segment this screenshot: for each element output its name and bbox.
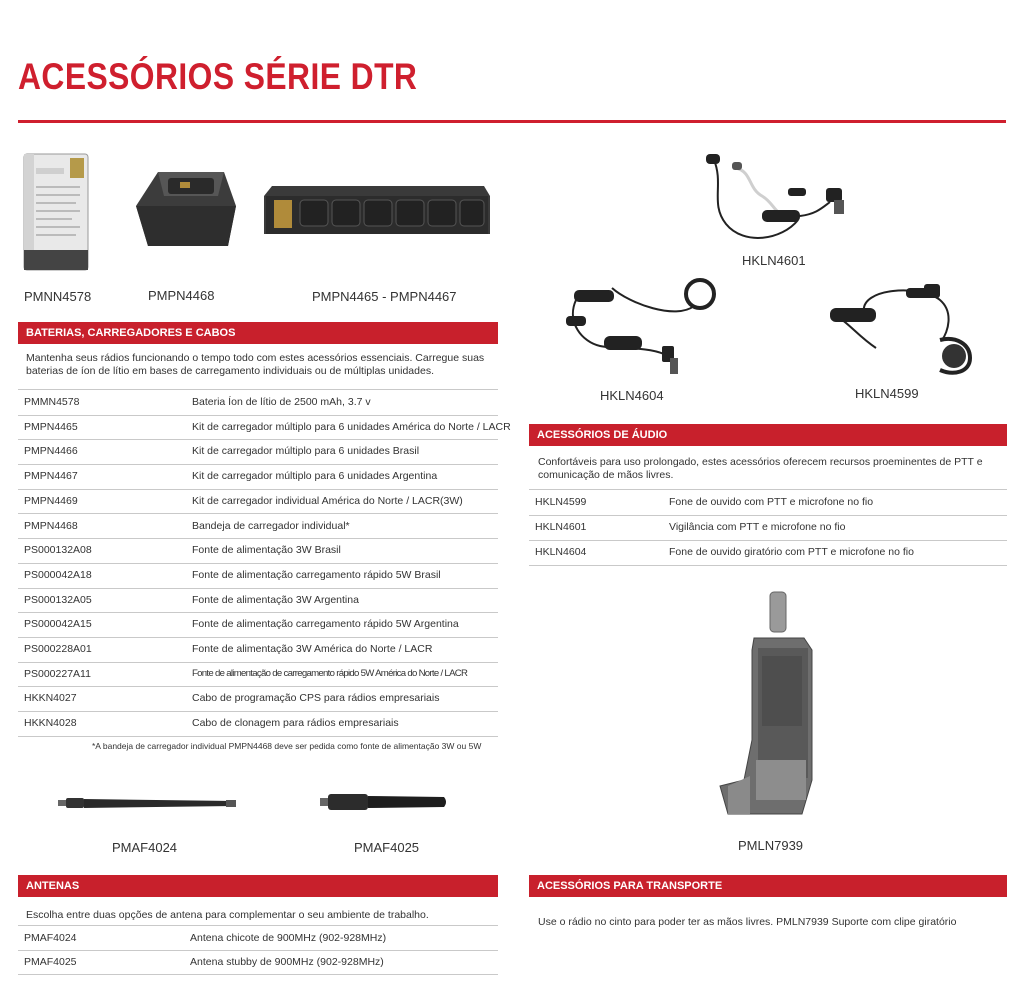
section-antenas-intro: Escolha entre duas opções de antena para complementar o seu ambiente de trabalho. <box>26 909 429 921</box>
row-code: PMPN4469 <box>24 494 78 507</box>
row-description: Fonte de alimentação 3W Brasil <box>192 544 341 557</box>
row-description: Bateria Íon de lítio de 2500 mAh, 3.7 v <box>192 396 371 408</box>
caption-audio-4599: HKLN4599 <box>855 386 919 401</box>
row-code: PS000228A01 <box>24 643 92 655</box>
caption-holster: PMLN7939 <box>738 838 804 853</box>
section-audio-intro: Confortáveis para uso prolongado, estes acessórios oferecem recursos proeminentes de PTT e comunicação de mãos livres. <box>538 456 983 481</box>
row-description: Vigilância com PTT e microfone no fio <box>669 521 846 533</box>
row-code: PMAF4025 <box>24 956 77 968</box>
table-row <box>18 439 498 465</box>
antenna-4025-image <box>320 788 450 816</box>
title-divider <box>18 120 1006 123</box>
baterias-footnote: *A bandeja de carregador individual PMPN4468 deve ser pedida como fonte de alimentação 3W ou 5W <box>92 741 482 751</box>
table-row <box>18 662 498 688</box>
caption-single-charger: PMPN4468 <box>148 288 215 303</box>
caption-battery: PMNN4578 <box>24 289 92 304</box>
table-row <box>529 490 1007 516</box>
table-row <box>18 415 511 441</box>
table-row <box>18 464 498 490</box>
row-description: Fonte de alimentação carregamento rápido 5W Brasil <box>192 568 441 581</box>
row-description: Bandeja de carregador individual* <box>192 519 350 532</box>
section-baterias-heading: BATERIAS, CARREGADORES E CABOS <box>18 322 498 344</box>
caption-audio-4601: HKLN4601 <box>742 253 806 268</box>
table-row <box>18 711 498 737</box>
row-description: Kit de carregador múltiplo para 6 unidades Brasil <box>192 445 420 458</box>
page-title: ACESSÓRIOS SÉRIE DTR <box>18 56 418 97</box>
table-row <box>18 950 498 975</box>
row-code: PMPN4468 <box>24 519 78 532</box>
caption-multi-charger: PMPN4465 - PMPN4467 <box>312 289 457 304</box>
caption-audio-4604: HKLN4604 <box>600 388 664 403</box>
antenna-4024-image <box>58 794 238 812</box>
row-code: PS000132A05 <box>24 593 92 606</box>
earpiece-4601-image <box>696 148 866 254</box>
table-row <box>18 588 498 614</box>
section-antenas-heading: ANTENAS <box>18 875 498 897</box>
row-code: PMAF4024 <box>24 932 77 944</box>
table-row <box>18 514 498 540</box>
section-transporte-heading: ACESSÓRIOS PARA TRANSPORTE <box>529 875 1007 897</box>
multi-charger-image <box>264 186 490 238</box>
row-code: HKLN4601 <box>535 521 587 533</box>
row-description: Fonte de alimentação 3W Argentina <box>192 593 359 606</box>
section-transporte-intro: Use o rádio no cinto para poder ter as mãos livres. PMLN7939 Suporte com clipe giratório <box>538 916 957 928</box>
table-row <box>529 540 1007 566</box>
table-row <box>18 926 498 951</box>
earpiece-4604-image <box>560 274 726 378</box>
holster-image <box>716 590 824 818</box>
table-row <box>18 612 498 638</box>
row-description: Cabo de clonagem para rádios empresariais <box>192 717 399 730</box>
table-row <box>18 563 498 589</box>
row-code: PS000042A15 <box>24 618 92 631</box>
earpiece-4599-image <box>820 278 980 378</box>
caption-antenna-4025: PMAF4025 <box>354 840 420 855</box>
row-description: Kit de carregador individual América do Norte / LACR(3W) <box>192 494 463 507</box>
row-description: Cabo de programação CPS para rádios empresariais <box>192 692 440 705</box>
row-code: PMPN4465 <box>24 420 78 433</box>
section-audio-heading: ACESSÓRIOS DE ÁUDIO <box>529 424 1007 446</box>
row-description: Fone de ouvido com PTT e microfone no fio <box>669 496 874 508</box>
row-description: Kit de carregador múltiplo para 6 unidades América do Norte / LACR <box>192 420 511 433</box>
single-charger-image <box>128 166 240 256</box>
row-description: Fonte de alimentação 3W América do Norte / LACR <box>192 643 433 655</box>
row-description: Fonte de alimentação carregamento rápido 5W Argentina <box>192 618 459 631</box>
row-code: PMPN4467 <box>24 470 78 483</box>
table-row <box>18 538 498 564</box>
table-row <box>18 390 498 416</box>
table-row <box>529 515 1007 541</box>
row-code: PMPN4466 <box>24 445 78 458</box>
row-code: PS000042A18 <box>24 568 92 581</box>
row-code: PS000227A11 <box>24 667 91 680</box>
row-code: HKLN4604 <box>535 546 587 558</box>
row-description: Fonte de alimentação de carregamento rápido 5W América do Norte / LACR <box>192 667 468 679</box>
row-code: HKLN4599 <box>535 496 587 508</box>
table-row <box>18 489 498 515</box>
row-description: Antena chicote de 900MHz (902-928MHz) <box>190 932 387 944</box>
caption-antenna-4024: PMAF4024 <box>112 840 178 855</box>
battery-image <box>22 150 92 274</box>
row-code: HKKN4027 <box>24 692 77 705</box>
row-code: PS000132A08 <box>24 544 92 557</box>
row-code: HKKN4028 <box>24 717 77 730</box>
row-description: Kit de carregador múltiplo para 6 unidades Argentina <box>192 470 438 483</box>
table-row <box>18 637 498 663</box>
row-description: Fone de ouvido giratório com PTT e microfone no fio <box>669 546 914 558</box>
table-row <box>18 686 498 712</box>
row-code: PMMN4578 <box>24 396 80 408</box>
section-baterias-intro: Mantenha seus rádios funcionando o tempo todo com estes acessórios essenciais. Carregue suas baterias de íon de lítio em bases de carregamento individuais ou de múltiplas unidades. <box>26 352 485 377</box>
row-description: Antena stubby de 900MHz (902-928MHz) <box>190 956 384 968</box>
